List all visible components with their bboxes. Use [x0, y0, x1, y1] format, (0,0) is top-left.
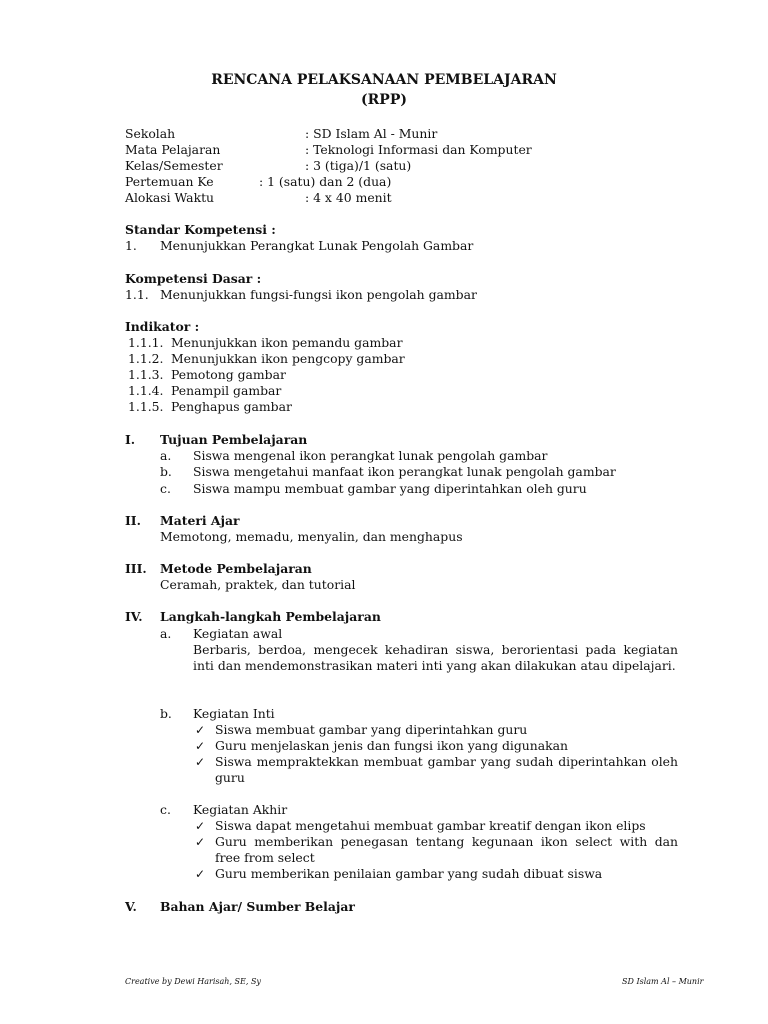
standar-kompetensi-heading: Standar Kompetensi :	[125, 222, 276, 237]
section-heading-tujuan: Tujuan Pembelajaran	[160, 432, 308, 447]
section-number: II.	[125, 513, 141, 528]
indikator-number: 1.1.3.	[128, 367, 164, 382]
checkmark-icon: ✓	[195, 739, 206, 753]
section-heading-metode: Metode Pembelajaran	[160, 561, 312, 576]
info-value-class: : 3 (tiga)/1 (satu)	[305, 158, 412, 173]
section-text-metode: Ceramah, praktek, dan tutorial	[160, 577, 356, 592]
list-letter: a.	[160, 448, 172, 463]
info-label-school: Sekolah	[125, 126, 176, 141]
check-item: Siswa membuat gambar yang diperintahkan guru	[215, 722, 528, 737]
indikator-item: Menunjukkan ikon pengcopy gambar	[171, 351, 405, 366]
list-item: Siswa mengetahui manfaat ikon perangkat lunak pengolah gambar	[193, 464, 616, 479]
document-title: RENCANA PELAKSANAAN PEMBELAJARAN	[211, 72, 557, 88]
info-value-school: : SD Islam Al - Munir	[305, 126, 438, 141]
section-number: III.	[125, 561, 147, 576]
info-value-meeting: : 1 (satu) dan 2 (dua)	[259, 174, 392, 189]
section-number: I.	[125, 432, 136, 447]
check-item: Guru menjelaskan jenis dan fungsi ikon yang digunakan	[215, 738, 569, 753]
list-item: Siswa mengenal ikon perangkat lunak pengolah gambar	[193, 448, 548, 463]
section-heading-materi: Materi Ajar	[160, 513, 240, 528]
check-item: Siswa dapat mengetahui membuat gambar kreatif dengan ikon elips	[215, 818, 646, 833]
document-subtitle: (RPP)	[361, 92, 407, 108]
checkmark-icon: ✓	[195, 755, 206, 769]
footer-author: Creative by Dewi Harisah, SE, Sy	[125, 977, 261, 986]
kegiatan-awal-text: Berbaris, berdoa, mengecek kehadiran siswa, berorientasi pada kegiatan inti dan mendemonstrasikan materi inti yang akan dilakukan atau dipelajari.	[193, 642, 678, 673]
check-item: Guru memberikan penilaian gambar yang sudah dibuat siswa	[215, 866, 603, 881]
kompetensi-dasar-heading: Kompetensi Dasar :	[125, 271, 262, 286]
indikator-number: 1.1.1.	[128, 335, 164, 350]
indikator-number: 1.1.5.	[128, 399, 164, 414]
indikator-item: Pemotong gambar	[171, 367, 286, 382]
info-value-subject: : Teknologi Informasi dan Komputer	[305, 142, 532, 157]
section-number: IV.	[125, 609, 143, 624]
info-label-class: Kelas/Semester	[125, 158, 223, 173]
footer-school: SD Islam Al – Munir	[622, 977, 704, 986]
indikator-number: 1.1.2.	[128, 351, 164, 366]
standar-kompetensi-number: 1.	[125, 238, 137, 253]
list-item: Siswa mampu membuat gambar yang diperintahkan oleh guru	[193, 481, 587, 496]
info-value-time: : 4 x 40 menit	[305, 190, 392, 205]
indikator-item: Penghapus gambar	[171, 399, 292, 414]
info-label-subject: Mata Pelajaran	[125, 142, 221, 157]
section-heading-bahan: Bahan Ajar/ Sumber Belajar	[160, 899, 355, 914]
indikator-heading: Indikator :	[125, 319, 200, 334]
kegiatan-akhir-title: Kegiatan Akhir	[193, 802, 288, 817]
checkmark-icon: ✓	[195, 835, 206, 849]
standar-kompetensi-text: Menunjukkan Perangkat Lunak Pengolah Gambar	[160, 238, 474, 253]
info-label-time: Alokasi Waktu	[125, 190, 215, 205]
list-letter: c.	[160, 481, 171, 496]
kegiatan-awal-title: Kegiatan awal	[193, 626, 283, 641]
kompetensi-dasar-text: Menunjukkan fungsi-fungsi ikon pengolah gambar	[160, 287, 477, 302]
checkmark-icon: ✓	[195, 723, 206, 737]
list-letter: b.	[160, 706, 172, 721]
indikator-item: Penampil gambar	[171, 383, 282, 398]
checkmark-icon: ✓	[195, 867, 206, 881]
section-heading-langkah: Langkah-langkah Pembelajaran	[160, 609, 381, 624]
list-letter: b.	[160, 464, 172, 479]
list-letter: a.	[160, 626, 172, 641]
kegiatan-inti-title: Kegiatan Inti	[193, 706, 275, 721]
checkmark-icon: ✓	[195, 819, 206, 833]
section-number: V.	[125, 899, 137, 914]
kompetensi-dasar-number: 1.1.	[125, 287, 149, 302]
section-text-materi: Memotong, memadu, menyalin, dan menghapus	[160, 529, 463, 544]
info-label-meeting: Pertemuan Ke	[125, 174, 214, 189]
indikator-item: Menunjukkan ikon pemandu gambar	[171, 335, 403, 350]
indikator-number: 1.1.4.	[128, 383, 164, 398]
check-item: Guru memberikan penegasan tentang kegunaan ikon select with dan free from select	[215, 834, 678, 865]
check-item: Siswa mempraktekkan membuat gambar yang sudah diperintahkan oleh guru	[215, 754, 678, 785]
list-letter: c.	[160, 802, 171, 817]
